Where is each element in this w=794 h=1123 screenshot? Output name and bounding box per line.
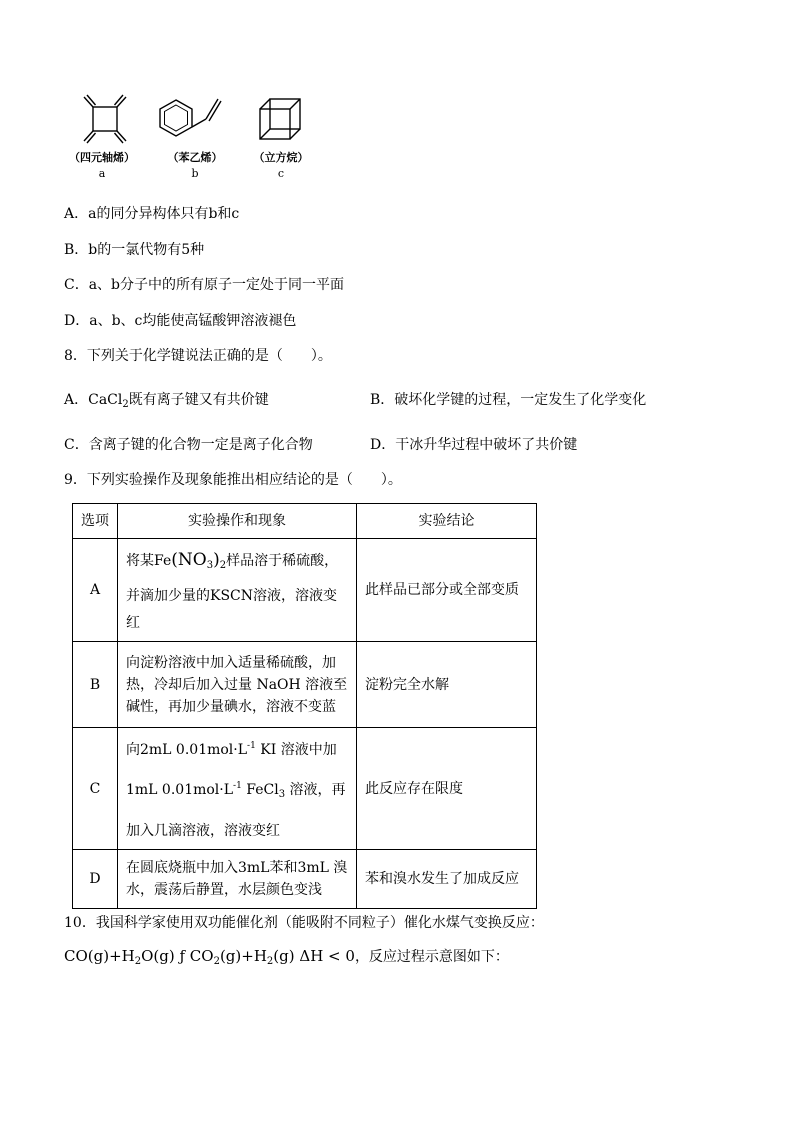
q10-eq-sub1: 2: [134, 956, 142, 967]
row-a-label: A: [73, 539, 118, 642]
row-d-op-line1: 在圆底烧瓶中加入3mL苯和3mL 溴: [126, 860, 348, 876]
row-d-conclusion: 苯和溴水发生了加成反应: [357, 850, 537, 909]
styrene-structure-icon: [156, 96, 236, 142]
table-row: [73, 642, 537, 728]
q10-eq-sub3: 2: [266, 956, 274, 967]
row-c-label: C: [73, 728, 118, 850]
q10-eq-part1: CO(g)+H: [64, 947, 135, 965]
row-b-op-line3: 碱性，再加少量碘水，溶液不变蓝: [126, 698, 336, 715]
row-d-label: D: [73, 850, 118, 909]
figure-a-letter: a: [98, 167, 106, 180]
row-a-op-paren: ): [213, 550, 220, 570]
table-row: [73, 850, 537, 909]
row-d-operation: [118, 850, 357, 909]
figure-c-letter: c: [277, 167, 285, 180]
row-a-op-sub2: 2: [219, 560, 227, 571]
row-c-op-text2: KI 溶液中加: [255, 742, 337, 758]
q10-eq-part3: (g)+H: [219, 947, 267, 965]
row-c-operation: [118, 728, 357, 850]
row-a-op-text: 将某Fe: [126, 553, 172, 569]
q10-eq-part4: (g) ΔH < 0: [273, 947, 355, 965]
q8-option-a-prefix: A．CaCl: [64, 392, 123, 408]
row-c-op-line2-text: 1mL 0.01mol·L: [126, 782, 234, 798]
figure-a-name: （四元轴烯）: [69, 151, 135, 164]
row-a-op-sub: 3: [206, 560, 214, 571]
q10-eq-part2: O(g) ƒ CO: [141, 947, 214, 965]
table-row: [73, 539, 537, 642]
row-c-op-line3: 加入几滴溶液，溶液变红: [126, 823, 280, 839]
row-a-op-formula: (NO: [171, 550, 207, 570]
row-a-op-line2: 并滴加少量的KSCN溶液，溶液变: [126, 588, 338, 604]
header-option: 选项: [73, 504, 118, 539]
row-c-op-sup: -1: [247, 741, 256, 751]
row-b-operation: [118, 642, 357, 728]
q8-option-a-suffix: 既有离子键又有共价键: [128, 392, 269, 408]
table-row: [73, 728, 537, 850]
row-c-op-text: 向2mL 0.01mol·L: [126, 742, 248, 758]
header-conclusion: 实验结论: [357, 504, 537, 539]
q7-option-c: C．a、b分子中的所有原子一定处于同一平面: [64, 277, 345, 293]
row-c-op-line2-tail: 溶液，再: [285, 782, 346, 798]
row-a-conclusion: 此样品已部分或全部变质: [357, 539, 537, 642]
row-c-conclusion: 此反应存在限度: [357, 728, 537, 850]
figure-b-letter: b: [191, 167, 199, 180]
row-b-label: B: [73, 642, 118, 728]
header-operation: 实验操作和现象: [118, 504, 357, 539]
table-header-row: [73, 504, 537, 539]
row-c-op-line2-formula: FeCl: [241, 782, 279, 798]
figure-c-name: （立方烷）: [253, 151, 309, 164]
figure-b-name: （苯乙烯）: [167, 151, 223, 164]
q7-option-a: A．a的同分异构体只有b和c: [64, 206, 240, 222]
row-c-op-line2-sup: -1: [233, 781, 242, 791]
q10-stem: 10．我国科学家使用双功能催化剂（能吸附不同粒子）催化水煤气变换反应：: [64, 915, 544, 931]
q10-eq-tail: ，反应过程示意图如下：: [354, 949, 509, 965]
q8-option-c: C．含离子键的化合物一定是离子化合物: [64, 437, 313, 453]
q8-option-a: [64, 390, 269, 415]
row-d-op-line2: 水，震荡后静置，水层颜色变浅: [126, 882, 322, 898]
q10-equation: [64, 946, 509, 972]
row-a-op-line3: 红: [126, 615, 140, 631]
row-b-op-line2: 热，冷却后加入过量 NaOH 溶液至: [126, 676, 348, 693]
q8-option-b: B．破坏化学键的过程，一定发生了化学变化: [370, 392, 647, 408]
q8-option-d: D．干冰升华过程中破坏了共价键: [370, 437, 578, 453]
q8-stem: 8．下列关于化学键说法正确的是（ ）。: [64, 348, 332, 364]
tetramethylenecyclobutane-structure-icon: [78, 92, 132, 146]
experiment-table: [72, 503, 537, 909]
q7-option-d: D．a、b、c均能使高锰酸钾溶液褪色: [64, 313, 297, 329]
row-c-op-line2-sub: 3: [278, 789, 286, 800]
q9-stem: 9．下列实验操作及现象能推出相应结论的是（ ）。: [64, 472, 402, 488]
row-b-conclusion: 淀粉完全水解: [357, 642, 537, 728]
q10-eq-sub2: 2: [213, 956, 220, 967]
row-b-op-line1: 向淀粉溶液中加入适量稀硫酸，加: [126, 654, 336, 671]
row-a-op-text2: 样品溶于稀硫酸，: [226, 553, 339, 569]
row-a-operation: [118, 539, 357, 642]
cubane-structure-icon: [257, 96, 305, 144]
q8-option-a-sub: 2: [122, 399, 129, 410]
q7-option-b: B．b的一氯代物有5种: [64, 242, 205, 258]
